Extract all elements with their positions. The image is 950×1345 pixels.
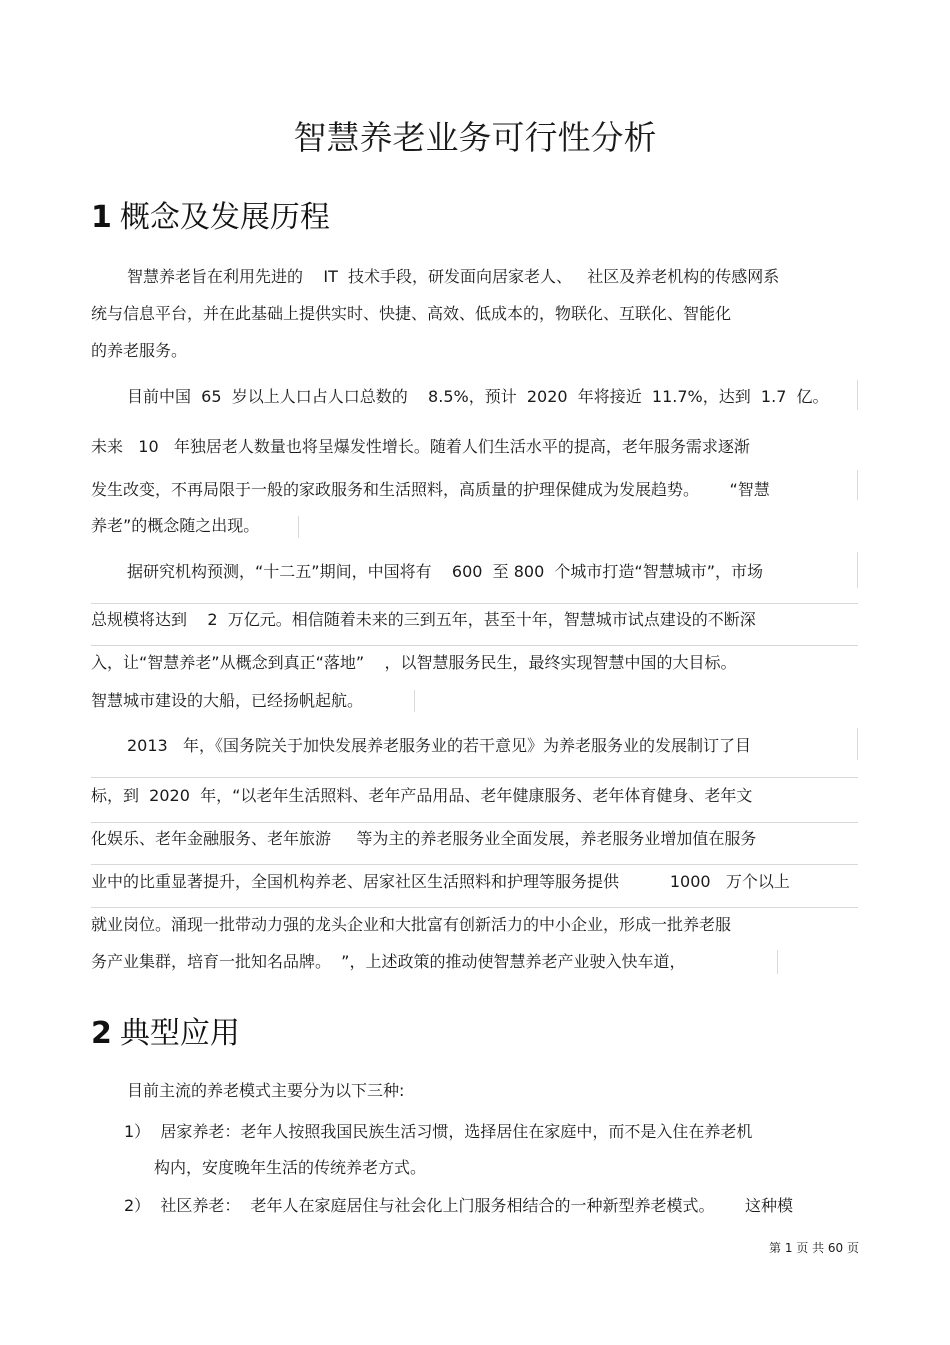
text-box-edge [857,728,858,760]
section-title: 典型应用 [119,1016,240,1051]
paragraph-line: 入，让“智慧养老”从概念到真正“落地” ，以智慧服务民生，最终实现智慧中国的大目标。 [91,653,737,672]
paragraph-line: 统与信息平台，并在此基础上提供实时、快捷、高效、低成本的，物联化、互联化、智能化 [91,304,732,323]
list-item-line: 2） 社区养老： 老年人在家庭居住与社会化上门服务相结合的一种新型养老模式。 这种模 [124,1196,794,1215]
document-title: 智慧养老业务可行性分析 [293,118,657,157]
paragraph-line: 智慧城市建设的大船，已经扬帆起航。 [91,691,364,710]
text-box-edge [91,777,858,778]
text-box-edge [298,516,299,538]
paragraph-line: 务产业集群，培育一批知名品牌。 ”，上述政策的推动使智慧养老产业驶入快车道， [91,952,686,971]
paragraph-line: 总规模将达到 2 万亿元。相信随着未来的三到五年，甚至十年，智慧城市试点建设的不断深 [91,610,756,629]
section-number: 1 [91,200,112,235]
paragraph-line: 养老”的概念随之出现。 [91,516,260,535]
paragraph-line: 据研究机构预测，“十二五”期间，中国将有 600 至 800 个城市打造“智慧城市”，市场 [127,562,764,581]
list-item-line: 构内，安度晚年生活的传统养老方式。 [154,1158,427,1177]
paragraph-line: 智慧养老旨在利用先进的 IT 技术手段，研发面向居家老人、 社区及养老机构的传感网系 [127,267,780,286]
page-footer: 第 1 页 共 60 页 [769,1241,859,1255]
text-box-edge [857,552,858,588]
section-title: 概念及发展历程 [119,200,330,235]
text-box-edge [414,690,415,712]
paragraph-line: 目前主流的养老模式主要分为以下三种: [127,1081,405,1100]
text-box-edge [91,603,858,604]
text-box-edge [91,645,858,646]
text-box-edge [91,864,858,865]
text-box-edge [857,380,858,410]
text-box-edge [91,907,858,908]
paragraph-line: 的养老服务。 [91,341,188,360]
paragraph-line: 2013 年，《国务院关于加快发展养老服务业的若干意见》为养老服务业的发展制订了目 [127,736,751,755]
section-heading-2 [91,1014,240,1054]
paragraph-line: 发生改变，不再局限于一般的家政服务和生活照料，高质量的护理保健成为发展趋势。 “智慧 [91,480,770,499]
section-number: 2 [91,1016,112,1051]
text-box-edge [857,470,858,500]
list-item-line: 1） 居家养老：老年人按照我国民族生活习惯，选择居住在家庭中，而不是入住在养老机 [124,1122,753,1141]
text-box-edge [91,822,858,823]
section-heading-1 [91,198,330,238]
paragraph-line: 化娱乐、老年金融服务、老年旅游 等为主的养老服务业全面发展，养老服务业增加值在服务 [91,829,757,848]
text-box-edge [777,950,778,974]
paragraph-line: 未来 10 年独居老人数量也将呈爆发性增长。随着人们生活水平的提高，老年服务需求逐渐 [91,437,750,456]
paragraph-line: 就业岗位。涌现一批带动力强的龙头企业和大批富有创新活力的中小企业，形成一批养老服 [91,915,732,934]
paragraph-line: 标，到 2020 年，“以老年生活照料、老年产品用品、老年健康服务、老年体育健身、老年文 [91,786,753,805]
paragraph-line: 业中的比重显著提升，全国机构养老、居家社区生活照料和护理等服务提供 1000 万个以上 [91,872,790,891]
paragraph-line: 目前中国 65 岁以上人口占人口总数的 8.5%，预计 2020 年将接近 11.7%，达到 1.7 亿。 [127,387,829,406]
